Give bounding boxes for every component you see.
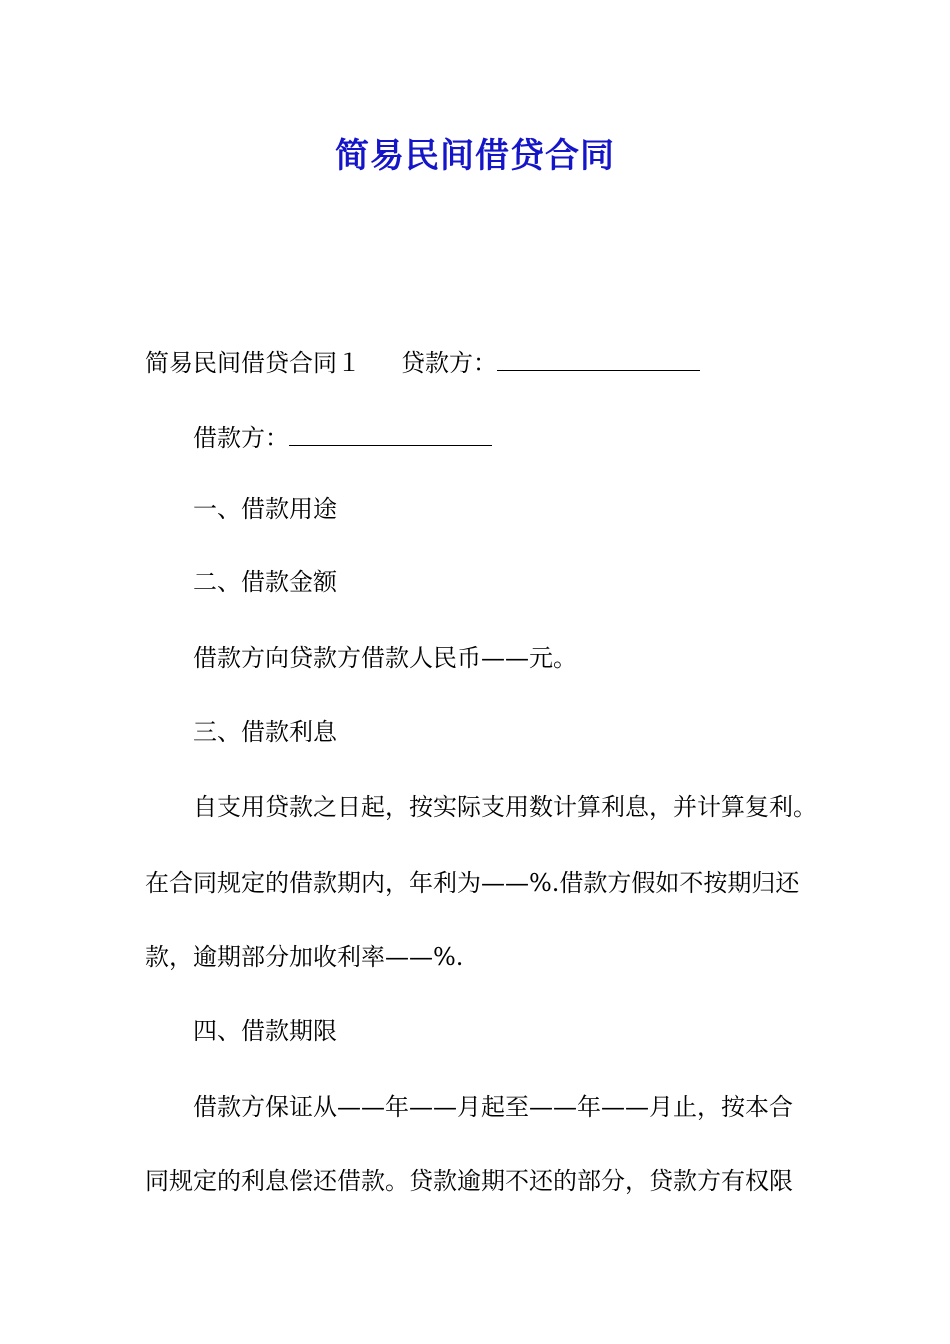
lender-label: 贷款方： bbox=[401, 349, 497, 377]
paragraph-line: 在合同规定的借款期内，年利为——%.借款方假如不按期归还 bbox=[145, 869, 800, 897]
borrower-line bbox=[193, 419, 492, 453]
borrower-label: 借款方： bbox=[193, 424, 289, 452]
section-heading-amount: 二、借款金额 bbox=[193, 568, 337, 596]
section-heading-term: 四、借款期限 bbox=[193, 1017, 337, 1045]
lender-blank bbox=[497, 344, 700, 371]
section-heading-purpose: 一、借款用途 bbox=[193, 495, 337, 523]
paragraph-line: 借款方保证从——年——月起至——年——月止，按本合 bbox=[193, 1093, 793, 1121]
borrower-blank bbox=[289, 419, 492, 446]
paragraph-line: 同规定的利息偿还借款。贷款逾期不还的部分，贷款方有权限 bbox=[145, 1167, 793, 1195]
section-heading-interest: 三、借款利息 bbox=[193, 718, 337, 746]
paragraph-line: 借款方向贷款方借款人民币——元。 bbox=[193, 644, 577, 672]
paragraph-line: 自支用贷款之日起，按实际支用数计算利息，并计算复利。 bbox=[193, 793, 817, 821]
paragraph-line: 款，逾期部分加收利率——%. bbox=[145, 943, 464, 971]
document-title: 简易民间借贷合同 bbox=[335, 136, 615, 176]
header-line bbox=[145, 344, 700, 378]
contract-heading: 简易民间借贷合同１ bbox=[145, 349, 361, 377]
